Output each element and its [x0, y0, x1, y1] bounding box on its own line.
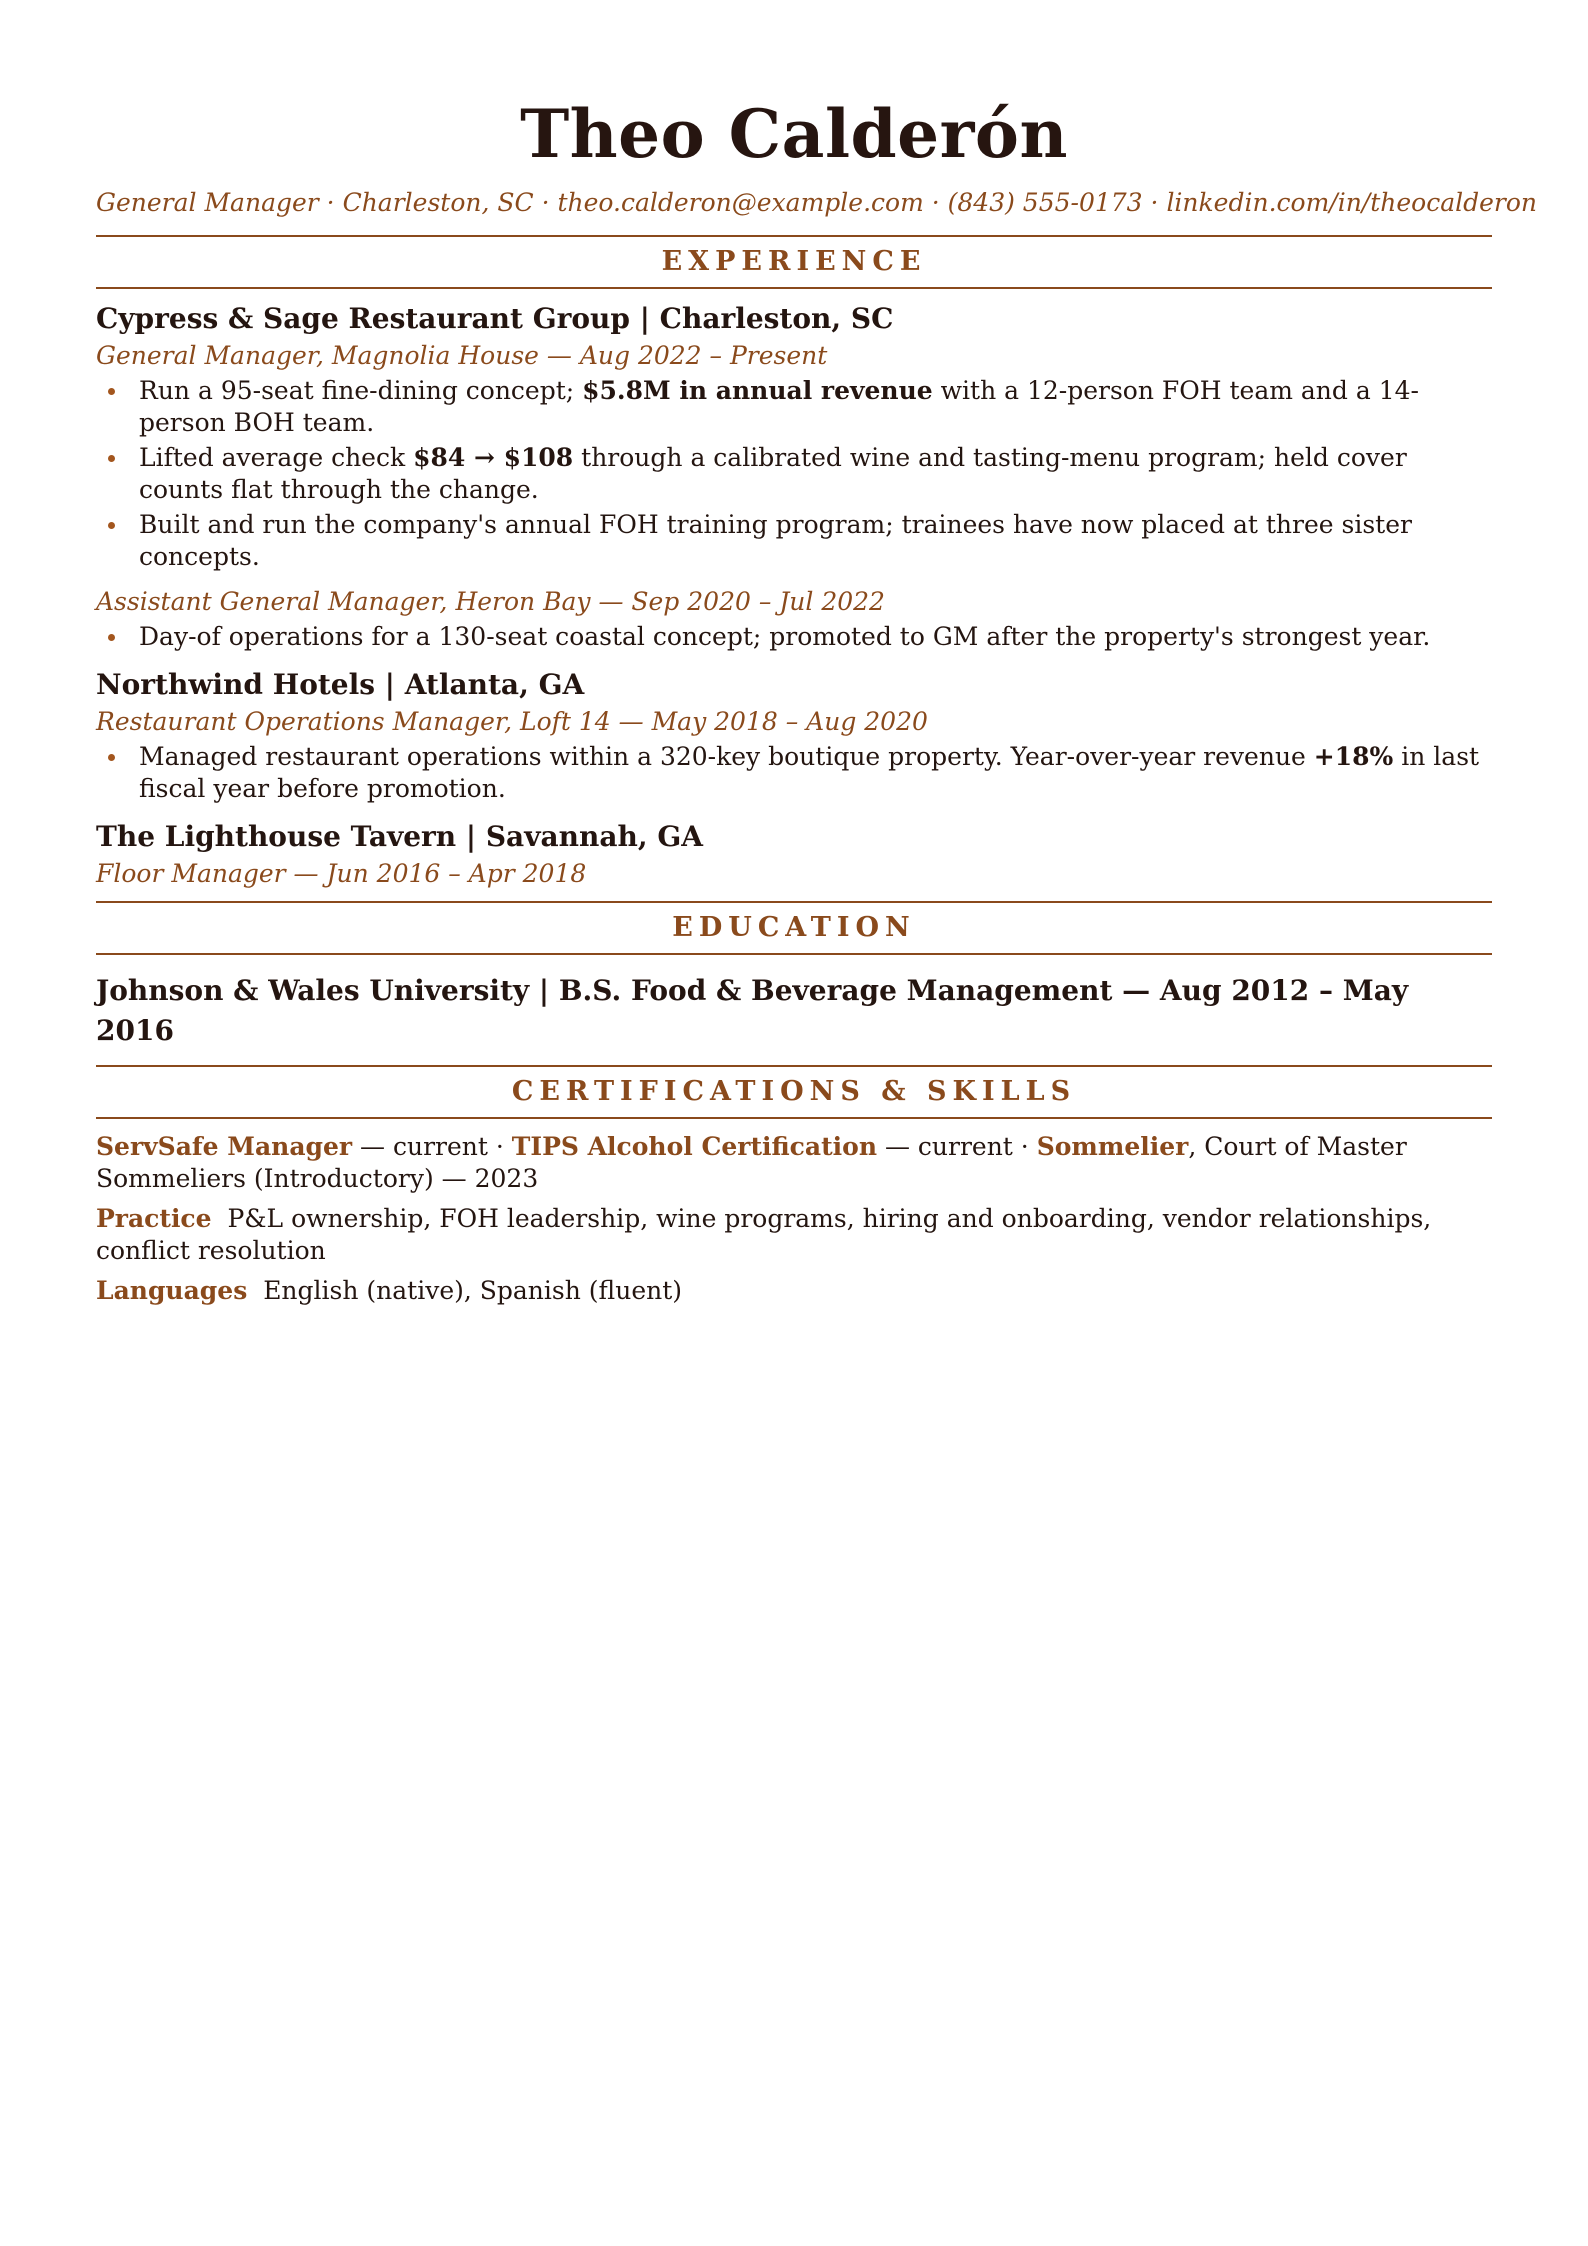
bullet-text: Lifted average check [139, 443, 414, 472]
contact-separator: · [318, 188, 343, 217]
cert-label: Sommelier [1036, 1132, 1189, 1161]
bullet-highlight: +18% [1313, 742, 1394, 771]
bullet-highlight: $84 [413, 443, 466, 472]
contact-separator: · [1142, 188, 1167, 217]
section-heading-education: EDUCATION [96, 901, 1492, 955]
bullet-text: Built and run the company's annual FOH training program; trainees have now placed at three sister concepts. [139, 510, 1412, 571]
section-heading-experience: EXPERIENCE [96, 235, 1492, 289]
bullet-text: Run a 95-seat fine-dining concept; [139, 376, 583, 405]
cert-text: — current · [352, 1132, 512, 1161]
contact-location: Charleston, SC [342, 188, 534, 217]
contact-phone: (843) 555-0173 [947, 188, 1143, 217]
arrow-icon: → [465, 443, 504, 472]
bullet-text: through a calibrated wine and tasting-menu program; held cover counts flat through the change. [139, 443, 1407, 504]
cert-label: ServSafe Manager [96, 1132, 353, 1161]
languages-label: Languages [96, 1276, 248, 1305]
employer-heading: The Lighthouse Tavern | Savannah, GA [96, 820, 703, 853]
bullet-text: Day-of operations for a 130-seat coastal concept; promoted to GM after the property's strongest year. [139, 622, 1431, 651]
bullet-item [96, 621, 1492, 653]
languages-text: English (native), Spanish (fluent) [263, 1276, 683, 1305]
employer-heading: Northwind Hotels | Atlanta, GA [96, 668, 585, 701]
contact-line [96, 186, 1538, 220]
experience-entry [96, 299, 1492, 653]
contact-title: General Manager [96, 188, 319, 217]
bullet-list [96, 621, 1492, 653]
bullet-item [96, 741, 1492, 805]
section-heading-certifications: CERTIFICATIONS & SKILLS [96, 1065, 1492, 1119]
cert-text: , Court of Master Sommeliers (Introductory) — 2023 [96, 1132, 1407, 1193]
practice-label: Practice [96, 1204, 212, 1233]
role-line: General Manager, Magnolia House — Aug 2022 – Present [96, 341, 828, 370]
practice-text: P&L ownership, FOH leadership, wine programs, hiring and onboarding, vendor relationships, conflict resolution [96, 1204, 1432, 1265]
contact-separator: · [533, 188, 558, 217]
experience-entry [96, 817, 1492, 891]
languages-line [96, 1275, 1492, 1307]
bullet-list [96, 375, 1492, 573]
role-line: Floor Manager — Jun 2016 – Apr 2018 [96, 859, 587, 888]
bullet-item [96, 509, 1492, 573]
role-line: Assistant General Manager, Heron Bay — Sep 2020 – Jul 2022 [96, 587, 885, 616]
role-line: Restaurant Operations Manager, Loft 14 — May 2018 – Aug 2020 [96, 707, 928, 736]
education-entry: Johnson & Wales University | B.S. Food & Beverage Management — Aug 2012 – May 2016 [96, 974, 1409, 1047]
bullet-text: Managed restaurant operations within a 320-key boutique property. Year-over-year revenue [139, 742, 1314, 771]
cert-label: TIPS Alcohol Certification [511, 1132, 877, 1161]
contact-linkedin[interactable]: linkedin.com/in/theocalderon [1166, 188, 1538, 217]
bullet-item [96, 442, 1492, 506]
cert-text: — current · [877, 1132, 1037, 1161]
contact-email[interactable]: theo.calderon@example.com [557, 188, 924, 217]
bullet-text: with a 12-person FOH team and a 14-person BOH team. [139, 376, 1419, 437]
employer-heading: Cypress & Sage Restaurant Group | Charleston, SC [96, 302, 894, 335]
bullet-item [96, 375, 1492, 439]
bullet-list [96, 741, 1492, 805]
contact-separator: · [923, 188, 948, 217]
practice-line [96, 1203, 1492, 1267]
certifications-line [96, 1131, 1492, 1195]
bullet-highlight: $5.8M in annual revenue [582, 376, 933, 405]
bullet-highlight: $108 [503, 443, 574, 472]
bullet-text: in last fiscal year before promotion. [139, 742, 1480, 803]
experience-entry [96, 665, 1492, 805]
candidate-name: Theo Calderón [520, 95, 1068, 173]
